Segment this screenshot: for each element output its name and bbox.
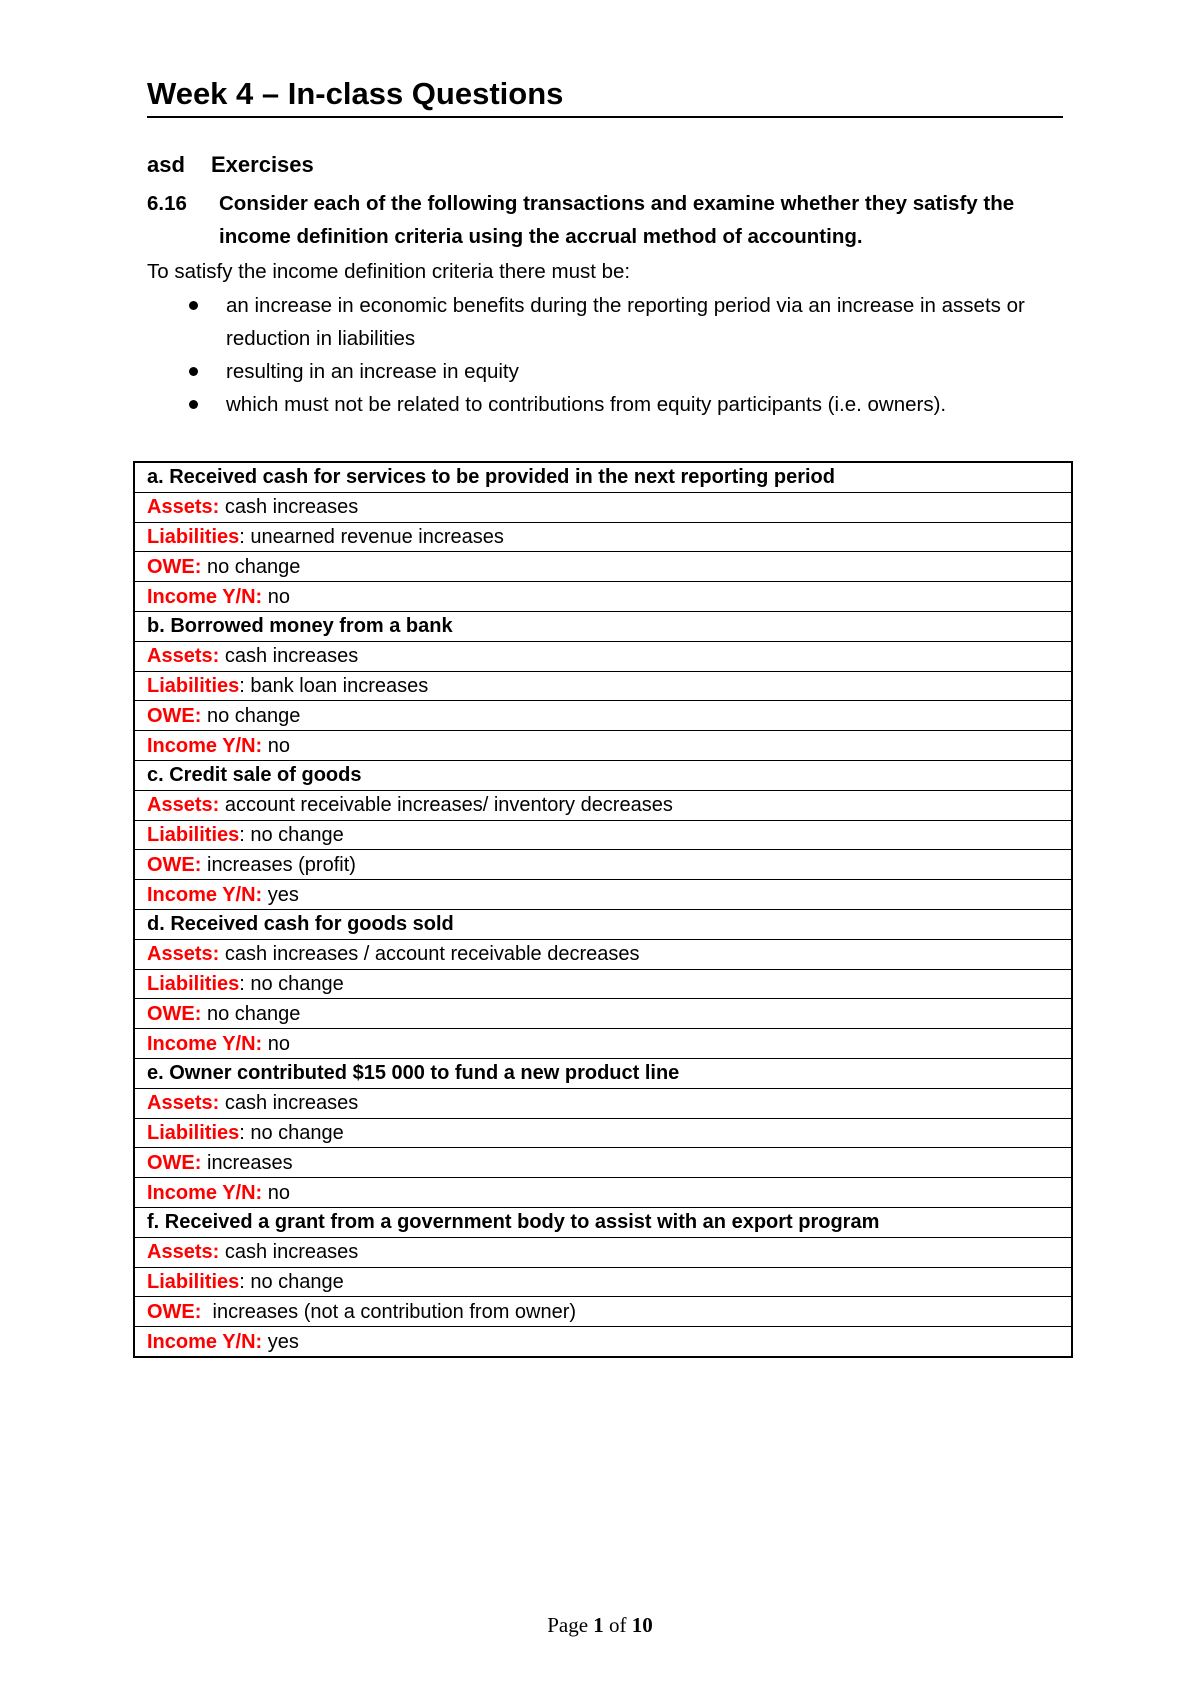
row-label: Income Y/N: — [147, 1032, 263, 1055]
page-label: Page — [547, 1613, 594, 1637]
table-row — [134, 1237, 1072, 1267]
table-cell — [134, 999, 1072, 1029]
table-row — [134, 1327, 1072, 1357]
row-label: Assets: — [147, 645, 220, 668]
table-row — [134, 492, 1072, 522]
row-value: yes — [262, 883, 299, 906]
bullet-icon — [189, 400, 198, 409]
table-row — [134, 1118, 1072, 1148]
transaction-heading-row — [134, 611, 1072, 641]
table-cell — [134, 1118, 1072, 1148]
question-text: Consider each of the following transactions and examine whether they satisfy the income definition criteria using the accrual method of accounting. — [219, 192, 1015, 248]
table-cell — [134, 522, 1072, 552]
row-value: : no change — [239, 823, 344, 846]
bullet-icon — [189, 367, 198, 376]
table-cell — [134, 880, 1072, 910]
row-label: Income Y/N: — [147, 1330, 263, 1353]
table-row — [134, 999, 1072, 1029]
row-label: Assets: — [147, 943, 220, 966]
table-cell — [134, 641, 1072, 671]
table-cell — [134, 492, 1072, 522]
table-cell — [134, 552, 1072, 582]
table-row — [134, 1088, 1072, 1118]
transaction-heading-row — [134, 909, 1072, 939]
row-label: Income Y/N: — [147, 1181, 263, 1204]
row-label: Liabilities — [147, 823, 240, 846]
row-label: Income Y/N: — [147, 734, 263, 757]
table-row — [134, 1029, 1072, 1059]
table-row — [134, 1178, 1072, 1208]
table-cell — [134, 671, 1072, 701]
table-row — [134, 820, 1072, 850]
criteria-text: an increase in economic benefits during the reporting period via an increase in assets or reduction in liabilities — [226, 294, 1025, 350]
row-value: cash increases — [219, 1092, 359, 1115]
table-row — [134, 731, 1072, 761]
criteria-text: which must not be related to contributions from equity participants (i.e. owners). — [226, 393, 947, 416]
page-total: 10 — [631, 1613, 653, 1637]
row-value: no change — [201, 555, 301, 578]
row-label: OWE: — [147, 1002, 202, 1025]
table-cell — [134, 969, 1072, 999]
page-current: 1 — [593, 1613, 604, 1637]
table-cell — [134, 1178, 1072, 1208]
row-value: : no change — [239, 1270, 344, 1293]
table-row — [134, 1297, 1072, 1327]
question — [147, 187, 1077, 253]
row-label: Income Y/N: — [147, 585, 263, 608]
row-value: : bank loan increases — [239, 674, 429, 697]
table-row — [134, 1267, 1072, 1297]
table-row — [134, 1148, 1072, 1178]
table-row — [134, 671, 1072, 701]
row-value: increases (not a contribution from owner) — [201, 1300, 577, 1323]
table-row — [134, 641, 1072, 671]
row-value: : no change — [239, 1121, 344, 1144]
transaction-heading-row — [134, 1207, 1072, 1237]
table-cell — [134, 731, 1072, 761]
table-cell — [134, 1327, 1072, 1357]
transactions-table — [133, 461, 1073, 1358]
table-cell — [134, 1148, 1072, 1178]
row-value: account receivable increases/ inventory decreases — [219, 794, 673, 817]
row-label: OWE: — [147, 853, 202, 876]
page-footer — [0, 1610, 1200, 1640]
transaction-heading: a. Received cash for services to be provided in the next reporting period — [134, 462, 1072, 492]
row-value: increases — [201, 1151, 293, 1174]
row-label: Income Y/N: — [147, 883, 263, 906]
row-value: yes — [262, 1330, 299, 1353]
table-cell — [134, 820, 1072, 850]
table-row — [134, 880, 1072, 910]
row-label: Liabilities — [147, 972, 240, 995]
row-label: Assets: — [147, 1092, 220, 1115]
table-row — [134, 969, 1072, 999]
table-row — [134, 701, 1072, 731]
table-cell — [134, 1088, 1072, 1118]
row-label: OWE: — [147, 555, 202, 578]
row-value: : no change — [239, 972, 344, 995]
transaction-heading: c. Credit sale of goods — [134, 760, 1072, 790]
row-label: Assets: — [147, 1241, 220, 1264]
criteria-item — [147, 355, 1067, 388]
transaction-heading: d. Received cash for goods sold — [134, 909, 1072, 939]
transaction-heading: b. Borrowed money from a bank — [134, 611, 1072, 641]
row-label: Liabilities — [147, 1270, 240, 1293]
table-cell — [134, 1029, 1072, 1059]
row-value: cash increases — [219, 645, 359, 668]
table-row — [134, 522, 1072, 552]
criteria-list — [147, 289, 1067, 421]
transaction-heading-row — [134, 1058, 1072, 1088]
question-number: 6.16 — [147, 192, 187, 215]
section-heading — [147, 150, 314, 180]
row-value: : unearned revenue increases — [239, 525, 504, 548]
criteria-item — [147, 289, 1067, 355]
row-value: cash increases — [219, 1241, 359, 1264]
page-separator: of — [603, 1613, 632, 1637]
table-cell — [134, 582, 1072, 612]
row-label: Liabilities — [147, 1121, 240, 1144]
transaction-heading-row — [134, 760, 1072, 790]
table-cell — [134, 1297, 1072, 1327]
row-value: cash increases — [219, 496, 359, 519]
table-cell — [134, 701, 1072, 731]
table-cell — [134, 1267, 1072, 1297]
row-label: Assets: — [147, 794, 220, 817]
table-cell — [134, 939, 1072, 969]
criteria-text: resulting in an increase in equity — [226, 360, 519, 383]
transaction-heading: e. Owner contributed $15 000 to fund a new product line — [134, 1058, 1072, 1088]
section-label: Exercises — [211, 152, 314, 177]
row-label: Liabilities — [147, 525, 240, 548]
transaction-heading-row — [134, 462, 1072, 492]
page-title: Week 4 – In-class Questions — [147, 74, 1063, 118]
row-value: cash increases / account receivable decreases — [219, 943, 640, 966]
table-row — [134, 790, 1072, 820]
table-row — [134, 939, 1072, 969]
row-label: Liabilities — [147, 674, 240, 697]
row-label: Assets: — [147, 496, 220, 519]
row-value: no — [262, 734, 291, 757]
row-value: no — [262, 1032, 291, 1055]
section-number: asd — [147, 152, 185, 177]
bullet-icon — [189, 301, 198, 310]
table-cell — [134, 1237, 1072, 1267]
row-value: no change — [201, 704, 301, 727]
criteria-item — [147, 388, 1067, 421]
row-label: OWE: — [147, 704, 202, 727]
table-row — [134, 582, 1072, 612]
criteria-intro: To satisfy the income definition criteria there must be: — [147, 260, 631, 283]
row-value: no — [262, 585, 291, 608]
row-value: no change — [201, 1002, 301, 1025]
table-row — [134, 850, 1072, 880]
row-label: OWE: — [147, 1300, 202, 1323]
table-cell — [134, 850, 1072, 880]
table-cell — [134, 790, 1072, 820]
row-value: no — [262, 1181, 291, 1204]
row-value: increases (profit) — [201, 853, 356, 876]
row-label: OWE: — [147, 1151, 202, 1174]
table-row — [134, 552, 1072, 582]
transactions-table-body — [134, 462, 1072, 1357]
transaction-heading: f. Received a grant from a government body to assist with an export program — [134, 1207, 1072, 1237]
